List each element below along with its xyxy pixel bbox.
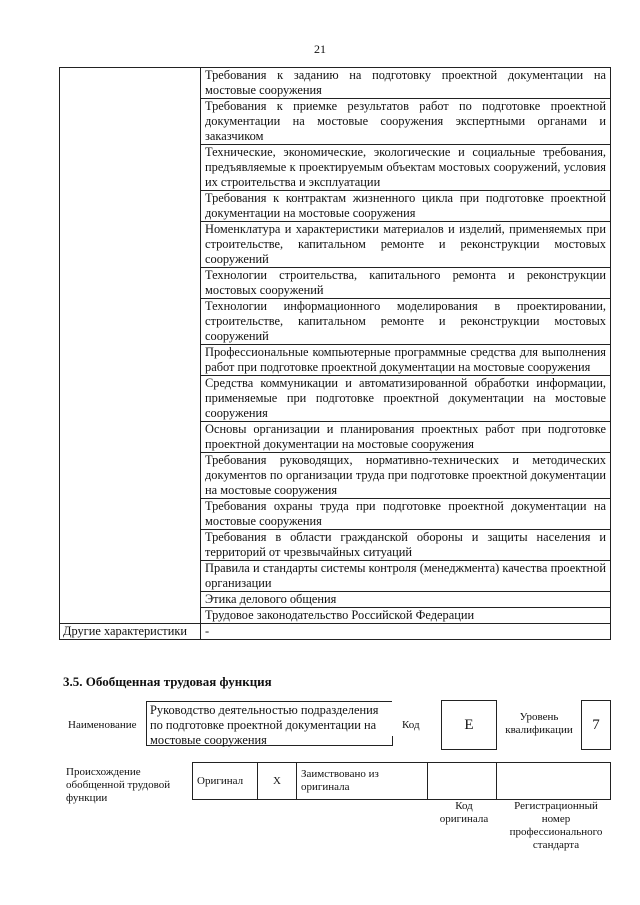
- knowledge-item: Технологии строительства, капитального ремонта и реконструкции мостовых сооружений: [201, 268, 611, 299]
- level-value: 7: [581, 700, 611, 750]
- name-label: Наименование: [68, 719, 137, 731]
- other-characteristics-row: [60, 624, 611, 640]
- code-value: E: [441, 700, 497, 750]
- knowledge-item: Требования руководящих, нормативно-технических и методических документов по организации труда при подготовке проектной документации на мостовые сооружения: [201, 453, 611, 499]
- knowledge-item: Требования в области гражданской обороны и защиты населения и территорий от чрезвычайных ситуаций: [201, 530, 611, 561]
- knowledge-item: Технические, экономические, экологические и социальные требования, предъявляемые к проектируемым объектам мостовых сооружений, условия их строительства и эксплуатации: [201, 145, 611, 191]
- knowledge-row: [60, 68, 611, 99]
- origin-table: [192, 762, 611, 800]
- registration-number-cell: [497, 763, 611, 800]
- borrowed-cell: Заимствовано из оригинала: [297, 763, 428, 800]
- knowledge-item: Этика делового общения: [201, 592, 611, 608]
- knowledge-item: Требования к контрактам жизненного цикла при подготовке проектной документации на мостовые сооружения: [201, 191, 611, 222]
- origin-label: Происхождение обобщенной трудовой функции: [66, 766, 171, 804]
- original-mark: X: [258, 763, 297, 800]
- knowledge-item: Трудовое законодательство Российской Федерации: [201, 608, 611, 624]
- other-characteristics-value: -: [201, 624, 611, 640]
- knowledge-item: Требования к приемке результатов работ по подготовке проектной документации на мостовые сооружения экспертными органами и заказчиком: [201, 99, 611, 145]
- knowledge-item: Технологии информационного моделирования в проектировании, строительстве, капитальном ремонте и реконструкции мостовых сооружений: [201, 299, 611, 345]
- original-cell: Оригинал: [193, 763, 258, 800]
- knowledge-item: Основы организации и планирования проектных работ при подготовке проектной документации на мостовые сооружения: [201, 422, 611, 453]
- knowledge-label-cell: [60, 68, 201, 624]
- knowledge-item: Требования охраны труда при подготовке проектной документации на мостовые сооружения: [201, 499, 611, 530]
- knowledge-table: [59, 67, 611, 640]
- knowledge-item: Средства коммуникации и автоматизированной обработки информации, применяемые при подготовке проектной документации на мостовые сооружения: [201, 376, 611, 422]
- knowledge-item: Профессиональные компьютерные программные средства для выполнения работ при подготовке проектной документации на мостовые сооружения: [201, 345, 611, 376]
- section-title: 3.5. Обобщенная трудовая функция: [63, 674, 272, 689]
- page-number: 21: [314, 42, 326, 56]
- knowledge-item: Требования к заданию на подготовку проектной документации на мостовые сооружения: [201, 68, 611, 99]
- knowledge-item: Правила и стандарты системы контроля (менеджмента) качества проектной организации: [201, 561, 611, 592]
- original-code-caption: Код оригинала: [439, 800, 489, 825]
- original-code-cell: [428, 763, 497, 800]
- registration-number-caption: Регистрационный номер профессионального стандарта: [509, 800, 603, 851]
- function-name-value: Руководство деятельностью подразделения по подготовке проектной документации на мостовые сооружения: [146, 701, 392, 746]
- name-box-divider: [392, 736, 393, 746]
- knowledge-item: Номенклатура и характеристики материалов и изделий, применяемых при строительстве, капитальном ремонте и реконструкции мостовых сооружений: [201, 222, 611, 268]
- code-label: Код: [402, 719, 420, 731]
- other-characteristics-label: Другие характеристики: [60, 624, 201, 640]
- level-label: Уровень квалификации: [505, 711, 573, 736]
